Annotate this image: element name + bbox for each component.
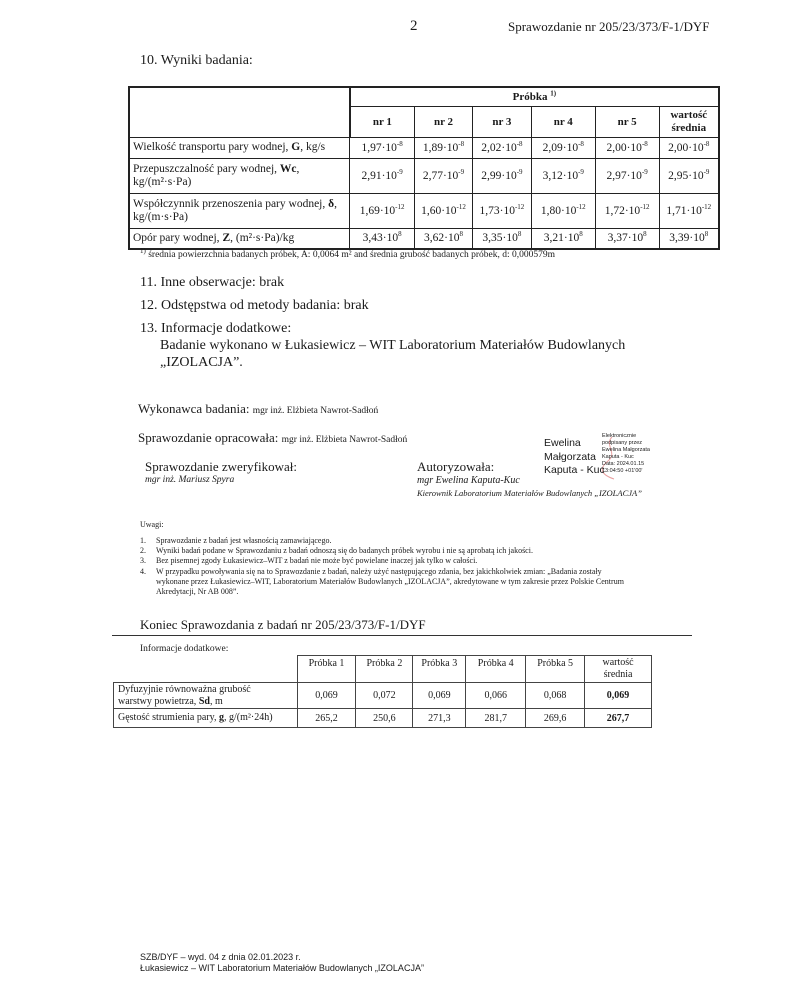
extra-info-table xyxy=(113,655,652,728)
cell-average: $2,95\cdot 10^{-9}$ xyxy=(659,158,719,193)
notes-list xyxy=(140,536,624,597)
verified-name: mgr inż. Mariusz Spyra xyxy=(145,475,235,485)
cell-value: $2,77\cdot 10^{-9}$ xyxy=(415,158,473,193)
cell-value: $3,35\cdot 10^8$ xyxy=(472,228,531,249)
table-row xyxy=(129,228,719,249)
cell-value: $3,12\cdot 10^{-9}$ xyxy=(531,158,595,193)
prepared-name: mgr inż. Elżbieta Nawrot-Sadłoń xyxy=(281,435,408,445)
signature-info-line: Elektronicznie xyxy=(602,433,637,439)
performer-name: mgr inż. Elżbieta Nawrot-Sadłoń xyxy=(252,406,379,416)
end-of-report: Koniec Sprawozdania z badań nr 205/23/373/F-1/DYF xyxy=(140,617,426,632)
table-row xyxy=(129,193,719,228)
note-item: 2. Wyniki badań podane w Sprawozdaniu z badań odnoszą się do badanych próbek wyrobu i nie są aprobatą ich jakości. xyxy=(140,546,533,556)
row-label: Współczynnik przenoszenia pary wodnej, δ, kg/(m·s·Pa) xyxy=(129,193,350,228)
row-label: Przepuszczalność pary wodnej, Wc, kg/(m²·s·Pa) xyxy=(129,158,350,193)
cell-value: $1,60\cdot 10^{-12}$ xyxy=(415,193,473,228)
cell-value: $1,69\cdot 10^{-12}$ xyxy=(350,193,415,228)
table-row xyxy=(129,137,719,158)
section-11: 11. Inne obserwacje: brak xyxy=(140,275,285,290)
note-item: 3. Bez pisemnej zgody Łukasiewicz–WIT z badań nie może być powielane inaczej jak tylko w całości. xyxy=(140,556,478,566)
extra-info-title: Informacje dodatkowe: xyxy=(140,644,229,654)
blank-cell xyxy=(114,656,298,683)
note-item-cont: Akredytacji, Nr AB 008”. xyxy=(156,587,239,597)
electronic-signature xyxy=(544,435,674,480)
col-header: Próbka 5 xyxy=(526,656,585,683)
cell-average: 267,7 xyxy=(585,709,652,728)
col-header: nr 4 xyxy=(531,106,595,137)
col-header: wartość średnia xyxy=(659,106,719,137)
section-13-title: 13. Informacje dodatkowe: xyxy=(140,321,292,336)
blank-cell xyxy=(129,106,350,137)
cell-value: 265,2 xyxy=(297,709,356,728)
authorized-role: Kierownik Laboratorium Materiałów Budowlanych „IZOLACJA” xyxy=(417,488,642,498)
cell-value: 281,7 xyxy=(466,709,526,728)
cell-value: $2,09\cdot 10^{-8}$ xyxy=(531,137,595,158)
signature-name-line: Małgorzata xyxy=(544,450,596,463)
cell-value: 0,072 xyxy=(356,683,413,709)
signature-info-line: podpisany przez xyxy=(602,440,643,446)
footer-line-1: SZB/DYF – wyd. 04 z dnia 02.01.2023 r. xyxy=(140,952,301,962)
cell-average: $1,71\cdot 10^{-12}$ xyxy=(659,193,719,228)
cell-value: $2,99\cdot 10^{-9}$ xyxy=(472,158,531,193)
section-13-line1: Badanie wykonano w Łukasiewicz – WIT Laboratorium Materiałów Budowlanych xyxy=(160,338,626,353)
signature-name-line: Ewelina xyxy=(544,437,581,449)
col-header: Próbka 1 xyxy=(297,656,356,683)
signature-info-line: Ewelina Małgorzata xyxy=(602,447,650,453)
cell-value: $2,97\cdot 10^{-9}$ xyxy=(595,158,659,193)
group-header: Próbka $^{1)}$ xyxy=(350,87,719,106)
results-table xyxy=(128,86,720,250)
note-item-cont: wykonane przez Łukasiewicz–WIT, Laboratorium Materiałów Budowlanych „IZOLACJA”, akredytowane w tym zakresie przez Polskie Centrum xyxy=(156,576,624,586)
cell-value: $3,62\cdot 10^8$ xyxy=(415,228,473,249)
note-item: 4. W przypadku powoływania się na to Sprawozdanie z badań, należy użyć następującego zdania, bez jakichkolwiek zmian: „Badania zostały xyxy=(140,566,602,576)
performer xyxy=(138,401,378,417)
cell-value: 0,068 xyxy=(526,683,585,709)
cell-value: $1,80\cdot 10^{-12}$ xyxy=(531,193,595,228)
signature-info-line: Kaputa - Kuc xyxy=(602,454,634,460)
cell-value: $3,37\cdot 10^8$ xyxy=(595,228,659,249)
report-id: Sprawozdanie nr 205/23/373/F-1/DYF xyxy=(508,19,710,34)
signature-name-line: Kaputa - Kuc xyxy=(544,464,605,476)
cell-value: $2,00\cdot 10^{-8}$ xyxy=(595,137,659,158)
signature-info-line: Data: 2024.01.15 xyxy=(602,461,645,467)
authorized-label: Autoryzowała: xyxy=(417,459,495,474)
note-item: 1. Sprawozdanie z badań jest własnością zamawiającego. xyxy=(140,536,332,545)
col-header: nr 2 xyxy=(415,106,473,137)
signature-info-line: 13:04:50 +01'00' xyxy=(602,468,643,474)
authorized-name: mgr Ewelina Kaputa-Kuc xyxy=(417,475,520,486)
section-13-line2: „IZOLACJA”. xyxy=(160,355,243,370)
cell-value: $2,91\cdot 10^{-9}$ xyxy=(350,158,415,193)
cell-value: $1,72\cdot 10^{-12}$ xyxy=(595,193,659,228)
row-label: Opór pary wodnej, Z, (m²·s·Pa)/kg xyxy=(129,228,350,249)
row-label: Wielkość transportu pary wodnej, G, kg/s xyxy=(129,137,350,158)
prepared-by xyxy=(138,430,407,446)
cell-average: 0,069 xyxy=(585,683,652,709)
col-header: nr 1 xyxy=(350,106,415,137)
table-row xyxy=(114,683,652,709)
section-12: 12. Odstępstwa od metody badania: brak xyxy=(140,298,369,313)
col-header: Próbka 3 xyxy=(413,656,466,683)
row-label: Dyfuzyjnie równoważna grubość warstwy powietrza, Sd, m xyxy=(114,683,298,709)
blank-cell xyxy=(129,87,350,106)
row-label: Gęstość strumienia pary, g, g/(m²·24h) xyxy=(114,709,298,728)
cell-value: 0,069 xyxy=(413,683,466,709)
table-row xyxy=(114,709,652,728)
notes-title: Uwagi: xyxy=(140,520,164,529)
cell-value: 271,3 xyxy=(413,709,466,728)
cell-value: $1,89\cdot 10^{-8}$ xyxy=(415,137,473,158)
page-number: 2 xyxy=(410,18,418,34)
performer-label: Wykonawca badania: xyxy=(138,401,250,416)
col-header: wartość średnia xyxy=(585,656,652,683)
verified-label: Sprawozdanie zweryfikował: xyxy=(145,459,297,474)
cell-average: $2,00\cdot 10^{-8}$ xyxy=(659,137,719,158)
col-header: Próbka 2 xyxy=(356,656,413,683)
col-header: nr 5 xyxy=(595,106,659,137)
cell-value: $3,21\cdot 10^8$ xyxy=(531,228,595,249)
footer-line-2: Łukasiewicz – WIT Laboratorium Materiałów Budowlanych „IZOLACJA” xyxy=(140,963,424,973)
cell-value: $3,43\cdot 10^8$ xyxy=(350,228,415,249)
col-header: Próbka 4 xyxy=(466,656,526,683)
cell-value: 250,6 xyxy=(356,709,413,728)
cell-value: $2,02\cdot 10^{-8}$ xyxy=(472,137,531,158)
table-row xyxy=(129,158,719,193)
table-footnote: $^{1)}$ średnia powierzchnia badanych próbek, A: 0,0064 m² and średnia grubość badanych próbek, d: 0,000579m xyxy=(140,246,555,260)
section-10-title: 10. Wyniki badania: xyxy=(140,53,253,68)
prepared-label: Sprawozdanie opracowała: xyxy=(138,430,279,445)
cell-value: 0,069 xyxy=(297,683,356,709)
cell-average: $3,39\cdot 10^8$ xyxy=(659,228,719,249)
cell-value: 269,6 xyxy=(526,709,585,728)
cell-value: $1,97\cdot 10^{-8}$ xyxy=(350,137,415,158)
divider xyxy=(112,635,692,636)
cell-value: 0,066 xyxy=(466,683,526,709)
col-header: nr 3 xyxy=(472,106,531,137)
cell-value: $1,73\cdot 10^{-12}$ xyxy=(472,193,531,228)
